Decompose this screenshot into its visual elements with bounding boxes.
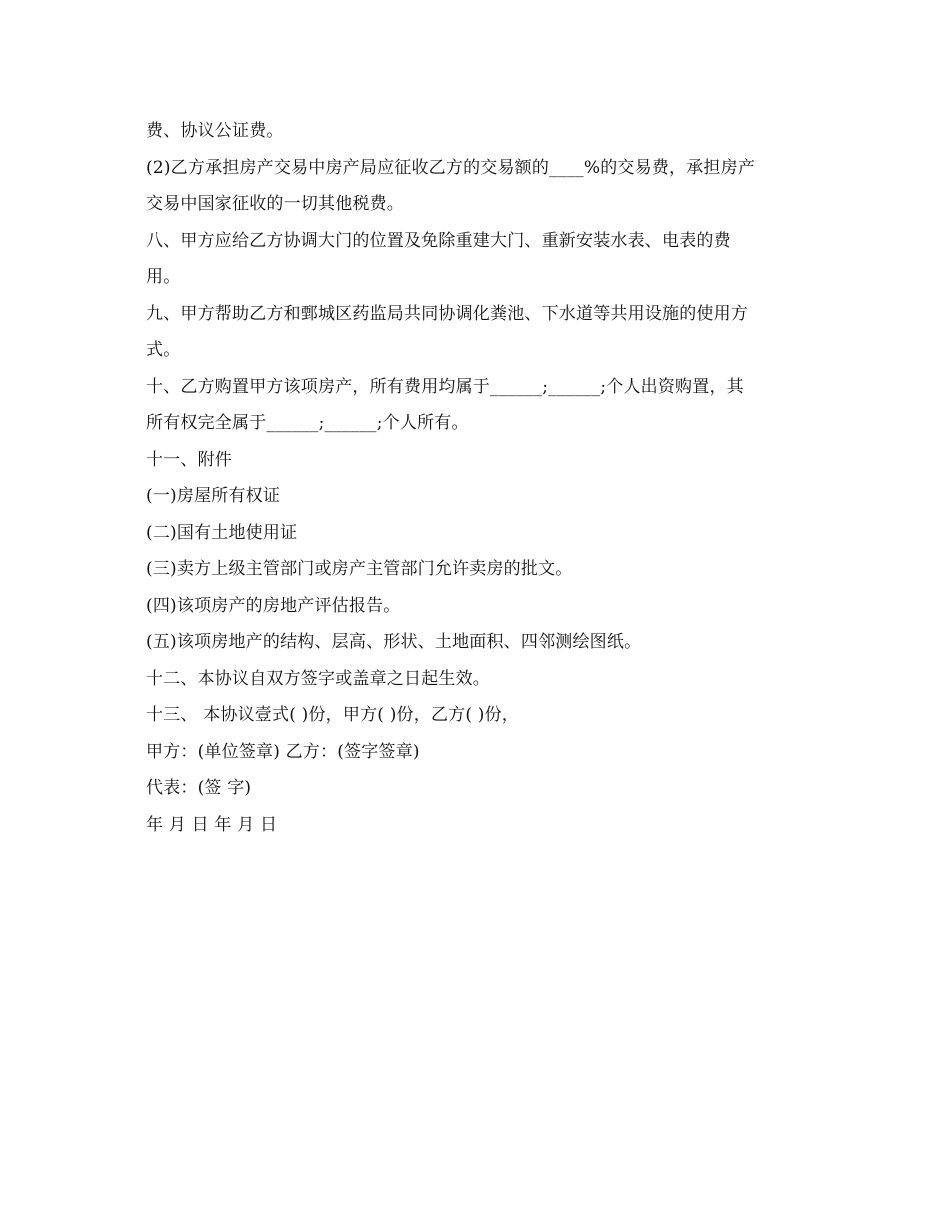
text-line: 代表：(签 字) [146, 778, 252, 798]
text-line: 十、乙方购置甲方该项房产，所有费用均属于______;______;个人出资购置，其 [146, 376, 744, 397]
text-line: 年 月 日 年 月 日 [146, 814, 278, 835]
text-line: (五)该项房地产的结构、层高、形状、土地面积、四邻测绘图纸。 [146, 632, 642, 652]
text-line: (2)乙方承担房产交易中房产局应征收乙方的交易额的____%的交易费，承担房产 [146, 157, 756, 178]
text-line: 九、甲方帮助乙方和鄄城区药监局共同协调化粪池、下水道等共用设施的使用方 [146, 303, 748, 324]
document-body [146, 113, 806, 843]
text-line: (一)房屋所有权证 [146, 486, 281, 506]
text-line: 用。 [146, 267, 181, 287]
text-line: 十三、 本协议壹式( )份，甲方( )份，乙方( )份， [146, 705, 520, 725]
text-line: 式。 [146, 340, 181, 360]
text-line: 甲方：(单位签章) 乙方：(签字签章) [146, 741, 420, 762]
text-line: 八、甲方应给乙方协调大门的位置及免除重建大门、重新安装水表、电表的费 [146, 230, 731, 251]
text-line: 十一、附件 [146, 449, 232, 470]
text-line: 十二、本协议自双方签字或盖章之日起生效。 [146, 668, 490, 689]
text-line: (二)国有土地使用证 [146, 522, 298, 543]
text-line: 费、协议公证费。 [146, 121, 284, 141]
text-line: (四)该项房产的房地产评估报告。 [146, 595, 401, 616]
text-line: (三)卖方上级主管部门或房产主管部门允许卖房的批文。 [146, 559, 573, 579]
text-line: 交易中国家征收的一切其他税费。 [146, 194, 404, 214]
text-line: 所有权完全属于______;______;个人所有。 [146, 413, 469, 433]
